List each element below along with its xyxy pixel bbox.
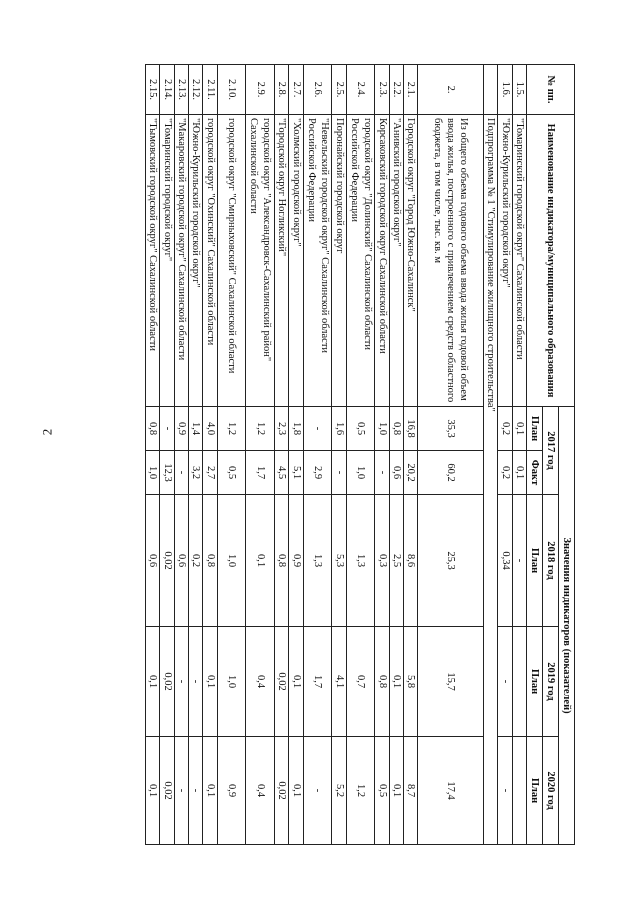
table-row (375, 65, 389, 845)
row-name: "Южно-Курильский городской округ" (189, 115, 203, 407)
row-value: 5,3 (332, 495, 346, 627)
table-row (498, 65, 512, 845)
row-number: 1.6. (498, 65, 512, 115)
row-name: Из общего объема годового объема ввода жилья годовой объем ввода жилья, построенного с привлечением средств областного бюджета, в том числе, тыс. кв. м (418, 115, 484, 407)
row-value: 2,3 (275, 407, 289, 451)
row-value: 0,8 (275, 495, 289, 627)
row-value: 16,8 (404, 407, 418, 451)
row-name: Поронайский городской округ (332, 115, 346, 407)
row-value: - (174, 627, 188, 737)
row-value: 0,2 (498, 451, 512, 495)
row-number: 2.14. (160, 65, 174, 115)
row-value: 0,3 (375, 495, 389, 627)
row-value: 0,8 (146, 407, 161, 451)
row-name: городской округ "Александровск-Сахалинский район" Сахалинской области (246, 115, 275, 407)
row-value: - (174, 451, 188, 495)
row-name: Городской округ "Город Южно-Сахалинск" (404, 115, 418, 407)
row-name: "Невельский городской округ" Сахалинской области Российской Федерации (303, 115, 332, 407)
header-sub-fact: Факт (527, 451, 543, 495)
row-value: 0,1 (389, 737, 403, 845)
table-row (246, 65, 275, 845)
table-row (174, 65, 188, 845)
row-value: - (303, 407, 332, 451)
page-number: 2 (39, 428, 55, 436)
row-value: 0,2 (189, 495, 203, 627)
row-value: 0,02 (160, 495, 174, 627)
table-row (512, 65, 526, 845)
row-value: - (512, 495, 526, 627)
row-value: 1,0 (217, 627, 246, 737)
row-value: 5,8 (404, 627, 418, 737)
row-value: 1,0 (375, 407, 389, 451)
table-row (160, 65, 174, 845)
row-value: 3,2 (189, 451, 203, 495)
row-name: "Томаринский городской округ" (160, 115, 174, 407)
row-number: 2.4. (346, 65, 375, 115)
row-number: 2.1. (404, 65, 418, 115)
row-value: - (332, 451, 346, 495)
row-value: 1,3 (303, 495, 332, 627)
row-value: 4,0 (203, 407, 217, 451)
row-value: - (160, 407, 174, 451)
row-value: 0,1 (203, 627, 217, 737)
row-value: 1,8 (289, 407, 303, 451)
table-row (484, 65, 498, 845)
table-row (146, 65, 161, 845)
row-value: 0,5 (346, 407, 375, 451)
table-row (203, 65, 217, 845)
indicator-table (145, 64, 575, 845)
row-value: 0,1 (289, 627, 303, 737)
header-sub-plan: План (527, 495, 543, 627)
row-value: 1,7 (246, 451, 275, 495)
row-value: 1,2 (246, 407, 275, 451)
row-value: 0,8 (389, 407, 403, 451)
table-row (404, 65, 418, 845)
row-number: 2.9. (246, 65, 275, 115)
row-value: 0,9 (289, 495, 303, 627)
row-value: 0,6 (146, 495, 161, 627)
table-body (146, 65, 527, 845)
row-name: "Южно-Курильский городской округ" (498, 115, 512, 407)
row-value: - (303, 737, 332, 845)
row-name: "Анивский городской округ" (389, 115, 403, 407)
row-name: Корсаковский городской округ Сахалинской области (375, 115, 389, 407)
row-number: 2. (418, 65, 484, 115)
row-value: 1,0 (346, 451, 375, 495)
row-value: 2,9 (303, 451, 332, 495)
row-value: 0,1 (203, 737, 217, 845)
row-number: 2.8. (275, 65, 289, 115)
row-value: 4,1 (332, 627, 346, 737)
row-number (484, 65, 498, 115)
row-name: "Тымовский городской округ" Сахалинской области (146, 115, 161, 407)
row-value (512, 737, 526, 845)
row-value: 0,9 (174, 407, 188, 451)
table-row (275, 65, 289, 845)
row-value: 1,0 (146, 451, 161, 495)
row-value: 0,8 (203, 495, 217, 627)
row-value (512, 627, 526, 737)
row-number: 2.10. (217, 65, 246, 115)
table-row (303, 65, 332, 845)
row-value: 0,1 (246, 495, 275, 627)
row-value: 5,2 (332, 737, 346, 845)
row-name: городской округ "Охинский" Сахалинской области (203, 115, 217, 407)
row-value: 35,3 (418, 407, 484, 451)
header-sub-plan: План (527, 407, 543, 451)
table-row (189, 65, 203, 845)
header-year-2019: 2019 год (543, 627, 559, 737)
row-value: 0,6 (174, 495, 188, 627)
subprogram-title: Подпрограмма № 1 "Стимулирование жилищного строительства" (484, 115, 498, 845)
row-value: - (498, 737, 512, 845)
row-number: 2.15. (146, 65, 161, 115)
table-row (418, 65, 484, 845)
table-row (346, 65, 375, 845)
row-value: 0,1 (512, 451, 526, 495)
row-value: 1,4 (189, 407, 203, 451)
row-number: 2.12. (189, 65, 203, 115)
row-number: 2.3. (375, 65, 389, 115)
header-number: № пп. (527, 65, 575, 115)
row-value: 0,1 (289, 737, 303, 845)
row-value: 0,4 (246, 737, 275, 845)
indicator-table-rotated (145, 64, 575, 844)
row-name: "Макаровский городской округ" Сахалинской области (174, 115, 188, 407)
row-value: 1,7 (303, 627, 332, 737)
row-value: 5,1 (289, 451, 303, 495)
row-value: 0,02 (275, 737, 289, 845)
row-value: 8,7 (404, 737, 418, 845)
row-value: 1,6 (332, 407, 346, 451)
row-name: городской округ "Долинский" Сахалинской области Российской Федерации (346, 115, 375, 407)
row-value: 1,3 (346, 495, 375, 627)
row-number: 2.7. (289, 65, 303, 115)
row-value: 8,6 (404, 495, 418, 627)
row-value: 2,5 (389, 495, 403, 627)
row-value: - (498, 627, 512, 737)
row-value: 17,4 (418, 737, 484, 845)
row-value: 0,8 (375, 627, 389, 737)
row-value: 1,2 (346, 737, 375, 845)
header-year-2017: 2017 год (543, 407, 559, 495)
row-value: 2,7 (203, 451, 217, 495)
header-name: Наименование индикатора/муниципального образования (527, 115, 575, 407)
row-number: 2.13. (174, 65, 188, 115)
header-year-2018: 2018 год (543, 495, 559, 627)
row-name: городской округ "Смирныховский" Сахалинской области (217, 115, 246, 407)
row-value: 0,02 (275, 627, 289, 737)
row-value: 25,3 (418, 495, 484, 627)
row-value: - (174, 737, 188, 845)
table-row (332, 65, 346, 845)
row-value: - (375, 451, 389, 495)
row-value: 15,7 (418, 627, 484, 737)
row-value: 0,1 (146, 627, 161, 737)
row-number: 2.5. (332, 65, 346, 115)
table-row (289, 65, 303, 845)
row-value: 0,4 (246, 627, 275, 737)
row-value: 4,5 (275, 451, 289, 495)
table-row (389, 65, 403, 845)
row-name: "Томаринский городской округ" Сахалинской области (512, 115, 526, 407)
row-value: 0,5 (217, 451, 246, 495)
row-value: 0,1 (389, 627, 403, 737)
row-value: 0,7 (346, 627, 375, 737)
row-value: - (189, 627, 203, 737)
row-name: "Холмский городской округ" (289, 115, 303, 407)
row-value: 0,1 (146, 737, 161, 845)
row-value: 60,2 (418, 451, 484, 495)
row-value: 20,2 (404, 451, 418, 495)
row-number: 2.6. (303, 65, 332, 115)
header-year-2020: 2020 год (543, 737, 559, 845)
row-value: - (189, 737, 203, 845)
header-sub-plan: План (527, 737, 543, 845)
row-number: 2.2. (389, 65, 403, 115)
row-value: 0,02 (160, 627, 174, 737)
row-number: 1.5. (512, 65, 526, 115)
row-number: 2.11. (203, 65, 217, 115)
table-row (217, 65, 246, 845)
header-sub-plan: План (527, 627, 543, 737)
row-value: 12,3 (160, 451, 174, 495)
row-value: 0,02 (160, 737, 174, 845)
row-value: 0,6 (389, 451, 403, 495)
row-value: 0,9 (217, 737, 246, 845)
row-value: 0,1 (512, 407, 526, 451)
row-value: 1,0 (217, 495, 246, 627)
row-value: 0,2 (498, 407, 512, 451)
row-value: 0,5 (375, 737, 389, 845)
header-values-group: Значения индикаторов (показателей) (559, 407, 575, 845)
row-value: 1,2 (217, 407, 246, 451)
row-name: "Городской округ Ногликский" (275, 115, 289, 407)
row-value: 0,34 (498, 495, 512, 627)
